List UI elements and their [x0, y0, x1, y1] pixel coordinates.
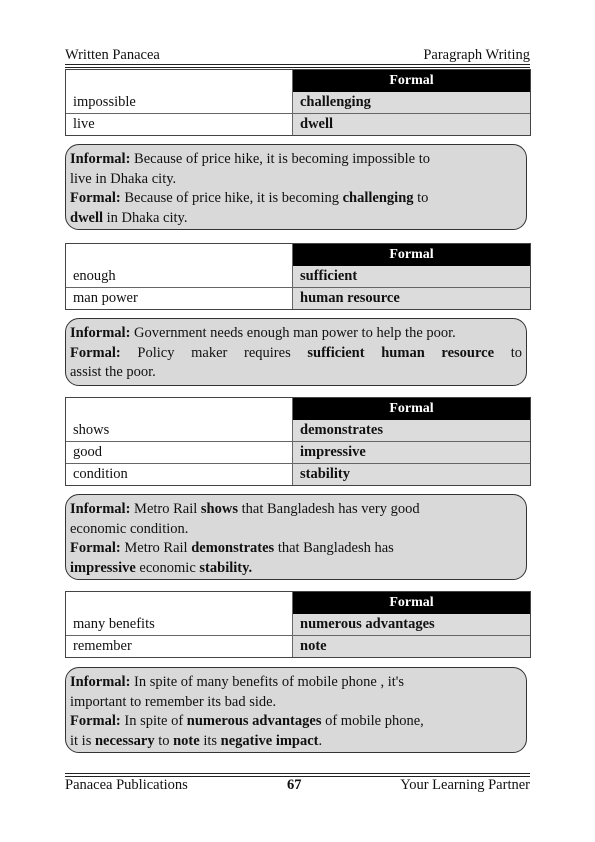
vocab-table-2 — [65, 243, 531, 310]
vocab-table-3 — [65, 397, 531, 486]
example-box-1 — [65, 144, 527, 230]
table-row — [66, 113, 530, 135]
header-rule — [65, 67, 530, 68]
running-footer — [65, 776, 530, 794]
formal-sentence: Formal: In spite of numerous advantages of mobile phone, it is necessary to note its negative impact. — [70, 713, 424, 749]
example-box-2 — [65, 318, 527, 386]
informal-word: enough — [66, 266, 293, 287]
informal-word: good — [66, 442, 293, 463]
informal-sentence: Informal: Because of price hike, it is becoming impossible to live in Dhaka city. — [70, 151, 431, 187]
formal-sentence: Formal: Metro Rail demonstrates that Bangladesh has impressive economic stability. — [70, 540, 394, 576]
formal-word: human resource — [293, 288, 530, 309]
formal-word: numerous advantages — [293, 614, 530, 635]
header-book-title: Written Panacea — [65, 47, 160, 63]
informal-word: condition — [66, 464, 293, 485]
informal-word: live — [66, 114, 293, 135]
formal-word: sufficient — [293, 266, 530, 287]
informal-word: many benefits — [66, 614, 293, 635]
informal-sentence: Informal: Government needs enough man power to help the poor. — [70, 325, 456, 341]
col-header-informal: Informal — [66, 398, 293, 420]
footer-rule — [65, 773, 530, 774]
informal-word: shows — [66, 420, 293, 441]
informal-word: remember — [66, 636, 293, 657]
example-box-3 — [65, 494, 527, 580]
col-header-formal: Formal — [389, 401, 434, 416]
footer-tagline: Your Learning Partner — [400, 777, 530, 793]
header-rule — [65, 64, 530, 65]
formal-word: note — [293, 636, 530, 657]
table-row — [66, 635, 530, 657]
informal-sentence: Informal: Metro Rail shows that Bangladesh has very good economic condition. — [70, 501, 420, 537]
formal-word: dwell — [293, 114, 530, 135]
table-row — [66, 287, 530, 309]
formal-word: demonstrates — [293, 420, 530, 441]
table-header — [66, 70, 530, 92]
table-row — [66, 463, 530, 485]
informal-word: impossible — [66, 92, 293, 113]
table-row — [66, 266, 530, 287]
table-header — [66, 398, 530, 420]
header-chapter-title: Paragraph Writing — [423, 47, 530, 63]
col-header-formal: Formal — [389, 247, 434, 262]
page-number: 67 — [287, 777, 302, 793]
formal-word: stability — [293, 464, 530, 485]
col-header-formal: Formal — [389, 73, 434, 88]
informal-word: man power — [66, 288, 293, 309]
table-row — [66, 420, 530, 441]
table-row — [66, 441, 530, 463]
vocab-table-4 — [65, 591, 531, 658]
informal-sentence: Informal: In spite of many benefits of mobile phone , it's important to remember its bad side. — [70, 674, 405, 710]
example-box-4 — [65, 667, 527, 753]
col-header-informal: Informal — [66, 70, 293, 92]
table-row — [66, 92, 530, 113]
formal-word: challenging — [293, 92, 530, 113]
footer-publisher: Panacea Publications — [65, 777, 188, 793]
vocab-table-1 — [65, 69, 531, 136]
col-header-informal: Informal — [66, 592, 293, 614]
table-header — [66, 592, 530, 614]
formal-word: impressive — [293, 442, 530, 463]
formal-sentence: Formal: Policy maker requires sufficient human resource to — [70, 344, 522, 361]
table-header — [66, 244, 530, 266]
col-header-formal: Formal — [389, 595, 434, 610]
running-header — [65, 47, 530, 64]
col-header-informal: Informal — [66, 244, 293, 266]
formal-sentence: Formal: Because of price hike, it is becoming challenging to dwell in Dhaka city. — [70, 190, 429, 226]
table-row — [66, 614, 530, 635]
formal-sentence-cont: assist the poor. — [70, 364, 156, 380]
